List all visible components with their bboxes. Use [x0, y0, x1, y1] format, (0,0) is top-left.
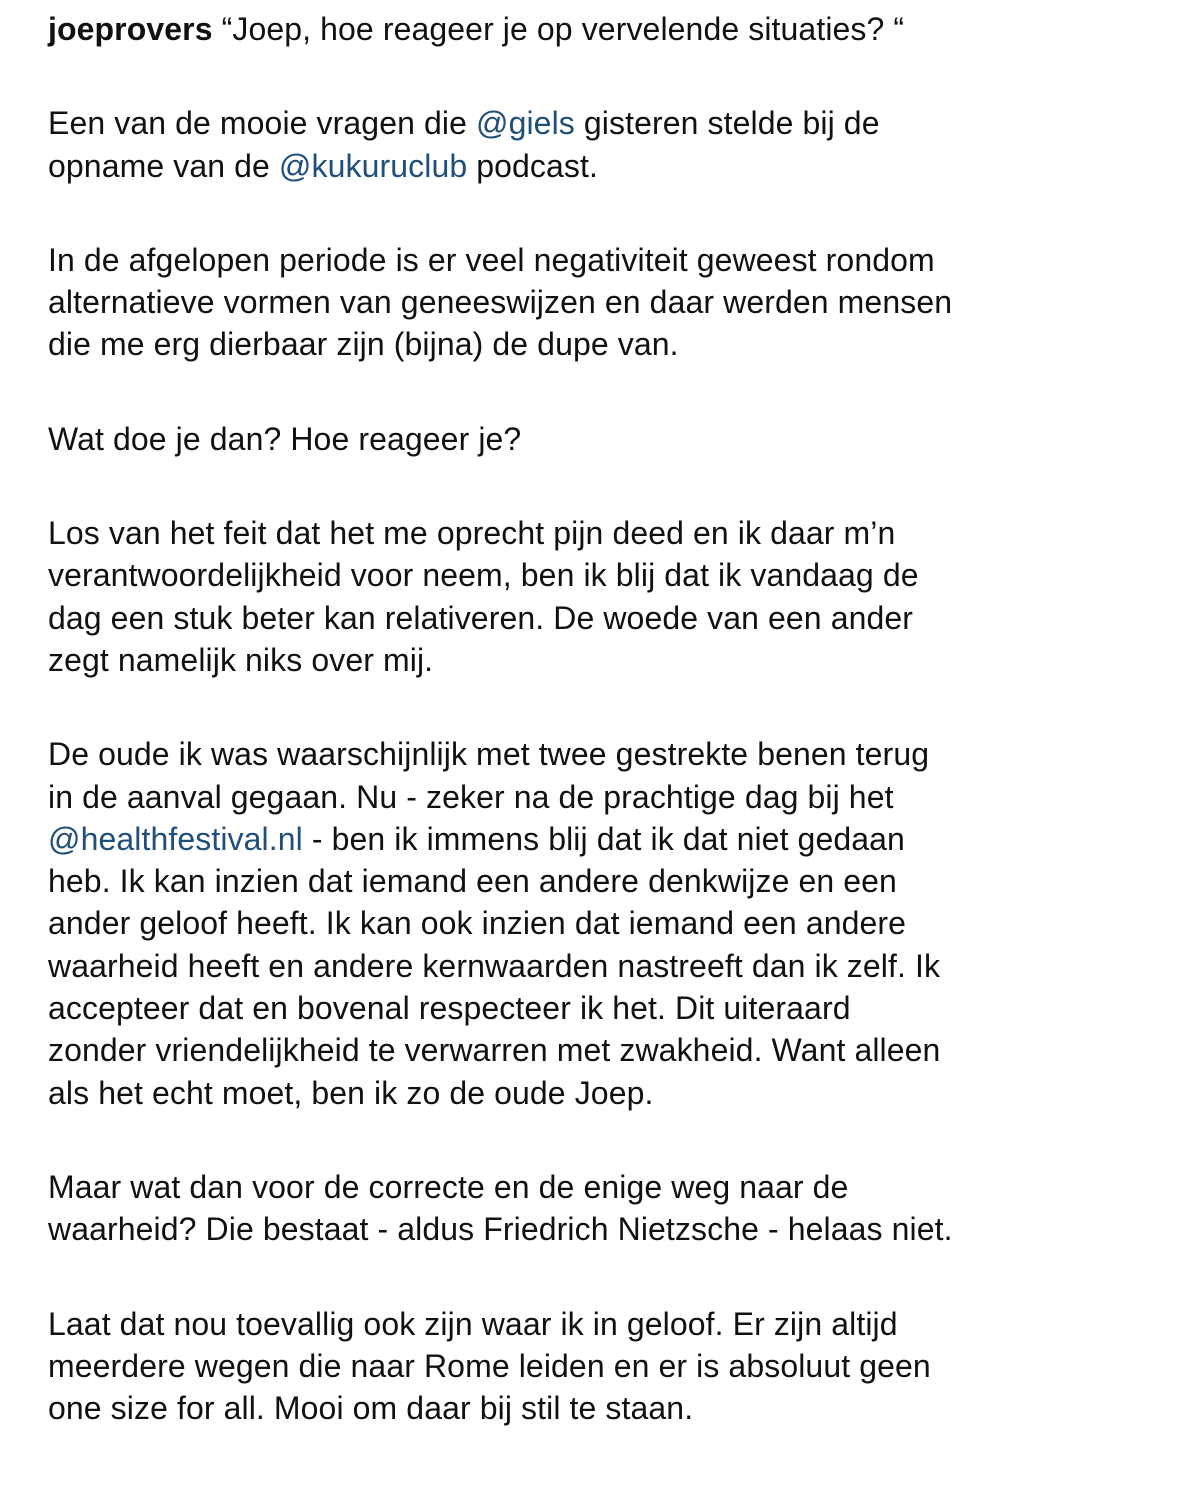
caption-line: heb. Ik kan inzien dat iemand een andere denkwijze en een: [48, 863, 897, 900]
caption-line: accepteer dat en bovenal respecteer ik het. Dit uiteraard: [48, 990, 851, 1027]
caption-line: zonder vriendelijkheid te verwarren met zwakheid. Want alleen: [48, 1032, 941, 1069]
paragraph-6: [48, 1166, 1168, 1251]
caption-line: In de afgelopen periode is er veel negativiteit geweest rondom: [48, 241, 935, 278]
caption-line: waarheid heeft en andere kernwaarden nastreeft dan ik zelf. Ik: [48, 947, 941, 984]
caption-line: meerdere wegen die naar Rome leiden en er is absoluut geen: [48, 1347, 931, 1384]
caption-title-text: “Joep, hoe reageer je op vervelende situaties? “: [212, 11, 905, 47]
paragraph-2: [48, 239, 1168, 366]
mention-kukuruclub-link[interactable]: @kukuruclub: [278, 147, 468, 184]
paragraph-4: [48, 512, 1168, 681]
caption-line: De oude ik was waarschijnlijk met twee gestrekte benen terug: [48, 736, 930, 773]
text-fragment: Een van de mooie vragen die: [48, 105, 476, 142]
caption-line: in de aanval gegaan. Nu - zeker na de prachtige dag bij het: [48, 778, 894, 815]
caption-line: [48, 818, 1168, 860]
caption-line: als het echt moet, ben ik zo de oude Joep.: [48, 1074, 654, 1111]
caption-line: Maar wat dan voor de correcte en de enige weg naar de: [48, 1168, 849, 1205]
username-link[interactable]: joeprovers: [48, 11, 213, 47]
caption-line: [48, 102, 1168, 144]
mention-healthfestival-link[interactable]: @healthfestival.nl: [48, 820, 303, 857]
caption-line: verantwoordelijkheid voor neem, ben ik blij dat ik vandaag de: [48, 557, 919, 594]
post-caption: [48, 8, 1168, 1481]
caption-line: dag een stuk beter kan relativeren. De woede van een ander: [48, 599, 914, 636]
caption-line: [48, 8, 1168, 50]
caption-line: waarheid? Die bestaat - aldus Friedrich Nietzsche - helaas niet.: [48, 1211, 953, 1248]
paragraph-1: [48, 102, 1168, 187]
text-fragment: gisteren stelde bij de: [574, 105, 880, 142]
caption-header: [48, 8, 1168, 50]
text-fragment: podcast.: [467, 147, 599, 184]
paragraph-3: [48, 418, 1168, 460]
caption-line: Wat doe je dan? Hoe reageer je?: [48, 420, 522, 457]
text-fragment: - ben ik immens blij dat ik dat niet gedaan: [302, 820, 905, 857]
caption-line: die me erg dierbaar zijn (bijna) de dupe van.: [48, 326, 679, 363]
mention-giels-link[interactable]: @giels: [475, 105, 575, 142]
caption-line: ander geloof heeft. Ik kan ook inzien dat iemand een andere: [48, 905, 907, 942]
paragraph-5: [48, 733, 1168, 1114]
caption-line: zegt namelijk niks over mij.: [48, 641, 434, 678]
paragraph-7: [48, 1303, 1168, 1430]
text-fragment: opname van de: [48, 147, 279, 184]
caption-line: [48, 145, 1168, 187]
caption-line: one size for all. Mooi om daar bij stil te staan.: [48, 1390, 694, 1427]
caption-line: Los van het feit dat het me oprecht pijn deed en ik daar m’n: [48, 515, 896, 552]
caption-line: Laat dat nou toevallig ook zijn waar ik in geloof. Er zijn altijd: [48, 1305, 898, 1342]
caption-line: alternatieve vormen van geneeswijzen en daar werden mensen: [48, 284, 953, 321]
